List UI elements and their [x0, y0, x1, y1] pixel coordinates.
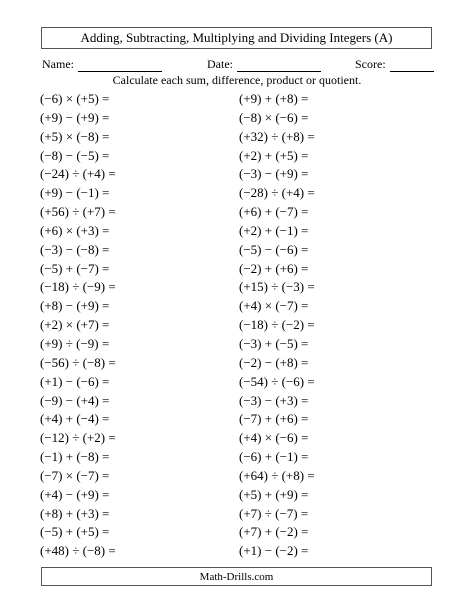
date-field [207, 57, 321, 72]
problem: (−18) ÷ (−2) = [239, 317, 315, 333]
problem: (+2) + (+5) = [239, 147, 309, 163]
problem: (+6) × (+3) = [40, 222, 110, 238]
problem: (−8) × (−6) = [239, 109, 309, 125]
problem: (−12) ÷ (+2) = [40, 430, 116, 446]
date-label: Date: [207, 57, 233, 71]
problem: (+6) + (−7) = [239, 204, 309, 220]
worksheet-title: Adding, Subtracting, Multiplying and Dividing Integers (A) [80, 30, 393, 45]
problem: (−5) + (−7) = [40, 260, 110, 276]
problem: (+8) − (+9) = [40, 298, 110, 314]
score-field [355, 57, 434, 72]
problem: (−5) − (−6) = [239, 241, 309, 257]
problem: (−3) + (−5) = [239, 335, 309, 351]
score-label: Score: [355, 57, 386, 71]
problem: (+48) ÷ (−8) = [40, 543, 116, 559]
problem: (−3) − (−8) = [40, 241, 110, 257]
left-problem-column [40, 90, 116, 561]
problem: (−1) + (−8) = [40, 449, 110, 465]
problem: (+4) + (−4) = [40, 411, 110, 427]
problem: (+9) + (+8) = [239, 91, 309, 106]
problem: (+64) ÷ (+8) = [239, 467, 315, 483]
problem: (−5) + (+5) = [40, 524, 110, 540]
problem: (+9) − (+9) = [40, 109, 110, 125]
name-label: Name: [42, 57, 74, 71]
problem: (+5) + (+9) = [239, 486, 309, 502]
problem: (+1) − (−2) = [239, 543, 309, 559]
problem: (−3) − (+9) = [239, 166, 309, 182]
problem: (−2) + (+6) = [239, 260, 309, 276]
problem: (+5) × (−8) = [40, 128, 110, 144]
problem: (+32) ÷ (+8) = [239, 128, 315, 144]
problem: (+1) − (−6) = [40, 373, 110, 389]
date-blank [237, 60, 321, 72]
problem: (−6) × (+5) = [40, 91, 110, 106]
problem: (+2) × (+7) = [40, 317, 110, 333]
problem: (+4) × (−6) = [239, 430, 309, 446]
problem: (+15) ÷ (−3) = [239, 279, 315, 295]
problem: (+7) + (−2) = [239, 524, 309, 540]
score-blank [390, 60, 434, 72]
problem: (+56) ÷ (+7) = [40, 204, 116, 220]
problem: (−6) + (−1) = [239, 449, 309, 465]
problem: (−9) − (+4) = [40, 392, 110, 408]
footer-site: Math-Drills.com [199, 570, 274, 583]
problem: (−24) ÷ (+4) = [40, 166, 116, 182]
problem: (−8) − (−5) = [40, 147, 110, 163]
footer-box [41, 567, 432, 586]
problem: (+7) ÷ (−7) = [239, 505, 309, 521]
problem: (+9) ÷ (−9) = [40, 335, 110, 351]
problem: (−56) ÷ (−8) = [40, 354, 116, 370]
problem: (+4) − (+9) = [40, 486, 110, 502]
name-blank [78, 60, 162, 72]
problem: (−28) ÷ (+4) = [239, 185, 315, 201]
problem: (+2) + (−1) = [239, 222, 309, 238]
problem: (−7) × (−7) = [40, 467, 110, 483]
worksheet-title-box [41, 27, 432, 49]
instructions: Calculate each sum, difference, product or quotient. [112, 73, 362, 87]
name-field [42, 57, 162, 72]
problem: (+9) − (−1) = [40, 185, 110, 201]
problem: (+4) × (−7) = [239, 298, 309, 314]
problem: (−7) + (+6) = [239, 411, 309, 427]
problem: (−2) − (+8) = [239, 354, 309, 370]
problem: (−18) ÷ (−9) = [40, 279, 116, 295]
problem: (−54) ÷ (−6) = [239, 373, 315, 389]
problem: (−3) − (+3) = [239, 392, 309, 408]
right-problem-column [239, 90, 315, 561]
problem: (+8) + (+3) = [40, 505, 110, 521]
